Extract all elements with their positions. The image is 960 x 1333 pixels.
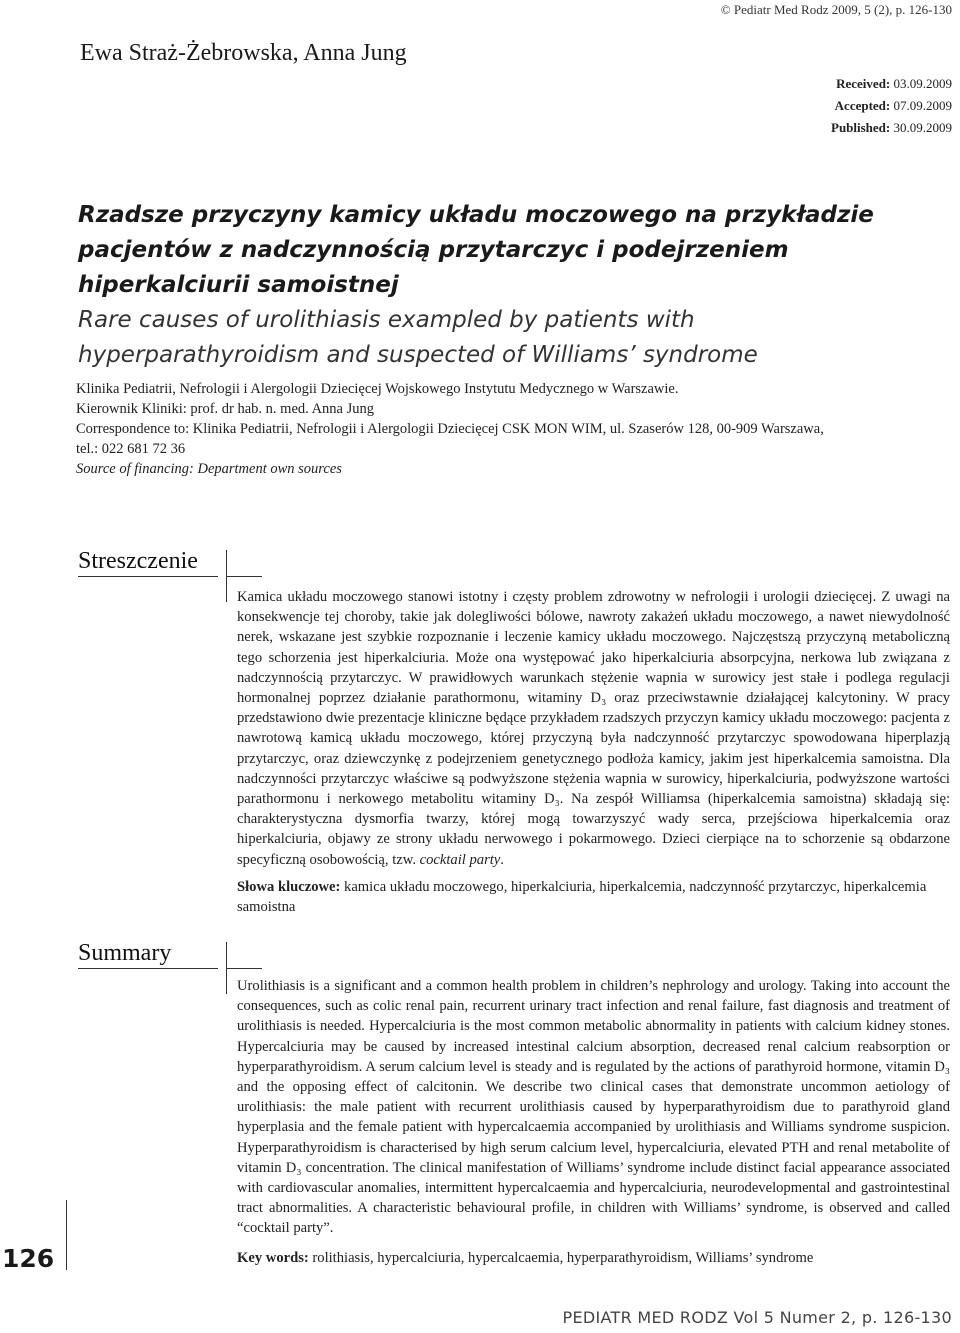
- title-polish: [78, 198, 928, 303]
- correspondence: Correspondence to: Klinika Pediatrii, Nefrologii i Alergologii Dziecięcej CSK MON WIM, ul. Szaserów 128, 00-909 Warszawa,: [76, 421, 824, 437]
- summary-divider-horizontal: [226, 968, 262, 969]
- summary-rule-under-heading: [78, 968, 218, 969]
- keywords-label-en: Key words:: [237, 1250, 309, 1266]
- title-english: [78, 303, 928, 373]
- keywords-text-en: rolithiasis, hypercalciuria, hypercalcaemia, hyperparathyroidism, Williams’ syndrome: [312, 1250, 814, 1266]
- head-of-clinic: Kierownik Kliniki: prof. dr hab. n. med. Anna Jung: [76, 401, 375, 417]
- published-date: Published: 30.09.2009: [831, 120, 952, 135]
- title-en-line: Rare causes of urolithiasis exampled by patients with: [78, 307, 695, 333]
- streszczenie-divider-horizontal: [226, 576, 262, 577]
- footer-journal: PEDIATR MED RODZ Vol 5 Numer 2, p. 126-130: [562, 1308, 952, 1327]
- journal-reference: © Pediatr Med Rodz 2009, 5 (2), p. 126-130: [720, 2, 952, 17]
- title-pl-line: hiperkalciurii samoistnej: [78, 272, 399, 298]
- streszczenie-heading: Streszczenie: [78, 548, 198, 574]
- affiliation-line: Klinika Pediatrii, Nefrologii i Alergologii Dziecięcej Wojskowego Instytutu Medycznego w Warszawie.: [76, 381, 679, 397]
- cocktail-party-term: cocktail party: [419, 851, 501, 868]
- streszczenie-text: Kamica układu moczowego stanowi istotny i częsty problem zdrowotny w nefrologii i urologii dziecięcej. Z uwagi na konsekwencje tej choroby, takie jak dolegliwości bólowe, nawroty zakażeń układu moczowego, a nawet niewydolność nerek, wskazane jest szybkie rozpoznanie i leczenie kamicy układu moczowego. Najczęstszą przyczyną metaboliczną tego schorzenia jest hiperkalciuria. Może ona występować jako hiperkalciuria absorpcyjna, nerkowa lub związana z nadczynnością przytarczyc. W prawidłowych warunkach stężenie wapnia w surowicy jest stałe i podlega regulacji hormonalnej poprzez działanie parathormonu, witaminy D₃ oraz przeciwstawnie działającej kalcytoniny. W pracy przedstawiono dwie prezentacje kliniczne będące przykładem rzadszych przyczyn kamicy układu moczowego: pacjenta z nawrotową kamicą układu moczowego, której przyczyną była nadczynność przytarczyc spowodowana hiperplazją przytarczyc, oraz dziewczynkę z podejrzeniem genetycznego podłoża kamicy, jakim jest hiperkalcemia samoistna. Dla nadczynności przytarczyc właściwe są podwyższone stężenia wapnia w surowicy, hiperkalciuria, podwyższone wartości parathormonu i nerkowego metabolitu witaminy D₃. Na zespół Williamsa (hiperkalcemia samoistna) składają się: charakterystyczna dysmorfia twarzy, której mogą towarzyszyć wady serca, przejściowa hiperkalcemia oraz hiperkalciuria, objawy ze strony układu nerwowego i pokarmowego. Dzieci cierpiące na to schorzenie są obdarzone specyficzną osobowością, tzw. cocktail party.: [237, 589, 950, 868]
- title-block: [78, 198, 928, 373]
- title-en-line: hyperparathyroidism and suspected of Williams’ syndrome: [78, 342, 758, 368]
- streszczenie-keywords: [237, 877, 950, 917]
- page-number: 126: [2, 1244, 55, 1273]
- received-date: Received: 03.09.2009: [836, 76, 952, 91]
- authors: Ewa Straż-Żebrowska, Anna Jung: [80, 40, 407, 66]
- telephone: tel.: 022 681 72 36: [76, 441, 186, 457]
- streszczenie-abstract: [237, 587, 950, 870]
- summary-text: Urolithiasis is a significant and a common health problem in children’s nephrology and urology. Taking into account the consequences, such as colic renal pain, recurrent urinary tract infection and renal failure, fast diagnosis and treatment of urolithiasis is needed. Hypercalciuria is the most common metabolic abnormality in patients with calcium kidney stones. Hypercalciuria may be caused by increased intestinal calcium absorption, decreased renal calcium reabsorption or hyperparathyroidism. A serum calcium level is steady and is regulated by the actions of parathyroid hormone, vitamin D₃ and the opposing effect of calcitonin. We describe two clinical cases that demonstrate uncommon aetiology of urolithiasis: the male patient with recurrent urolithiasis caused by hyperparathyroidism due to parathyroid gland hyperplasia and the female patient with hypercalcaemia accompanied by urolithiasis and Williams syndrome suspicion. Hyperparathyroidism is characterised by high serum calcium level, hypercalciuria, elevated PTH and renal metabolite of vitamin D₃ concentration. The clinical manifestation of Williams’ syndrome include distinct facial appearance associated with cardiovascular anomalies, intermittent hypercalcaemia and hypercalciuria, neurodevelopmental and gastrointestinal tract abnormalities. A characteristic behavioural profile, in children with Williams’ syndrome, is observed and called “cocktail party”.: [237, 978, 950, 1237]
- keywords-text-pl: kamica układu moczowego, hiperkalciuria, hiperkalcemia, nadczynność przytarczyc, hiperkalcemia samoistna: [237, 879, 927, 916]
- summary-abstract: [237, 976, 950, 1239]
- summary-keywords: [237, 1248, 950, 1268]
- page-number-rule: [66, 1200, 67, 1270]
- title-pl-line: pacjentów z nadczynnością przytarczyc i podejrzeniem: [78, 237, 789, 263]
- title-pl-line: Rzadsze przyczyny kamicy układu moczowego na przykładzie: [78, 202, 874, 228]
- keywords-label-pl: Słowa kluczowe:: [237, 879, 341, 895]
- source-of-financing: Source of financing: Department own sources: [76, 461, 342, 477]
- summary-heading: Summary: [78, 940, 172, 966]
- affiliation-block: [76, 379, 956, 479]
- accepted-date: Accepted: 07.09.2009: [834, 98, 952, 113]
- streszczenie-rule-under-heading: [78, 576, 218, 577]
